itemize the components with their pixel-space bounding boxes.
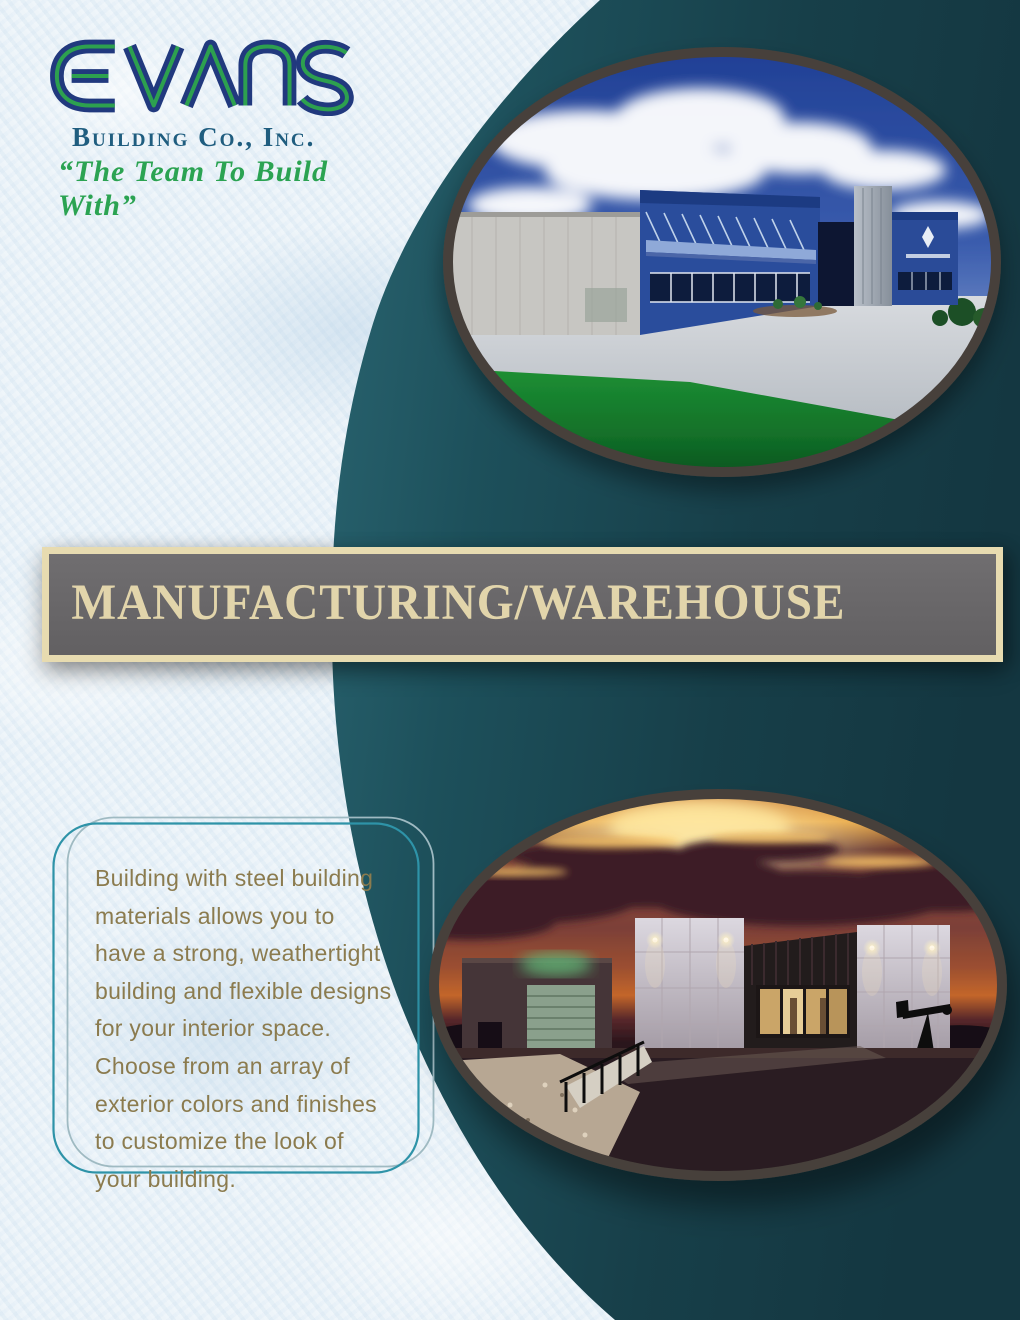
intro-text-line: building and flexible designs	[95, 977, 392, 1004]
company-logo	[40, 36, 400, 223]
section-title: MANUFACTURING/WAREHOUSE	[71, 575, 846, 631]
intro-text-line: your building.	[95, 1165, 237, 1192]
section-banner	[42, 547, 1003, 662]
intro-text-line: to customize the look of	[95, 1128, 344, 1155]
intro-text-line: Building with steel building	[95, 865, 374, 891]
intro-text-line: for your interior space.	[95, 1015, 332, 1042]
intro-text-line: Choose from an array of	[95, 1052, 350, 1079]
evans-wordmark	[40, 36, 358, 116]
intro-text-panel	[95, 860, 391, 1198]
intro-text-line: have a strong, weathertight	[95, 940, 381, 967]
company-name: Building Co., Inc.	[72, 122, 316, 152]
intro-text-line: materials allows you to	[95, 902, 335, 929]
company-tagline: “The Team To Build With”	[58, 155, 328, 222]
intro-text-line: exterior colors and finishes	[95, 1090, 377, 1117]
